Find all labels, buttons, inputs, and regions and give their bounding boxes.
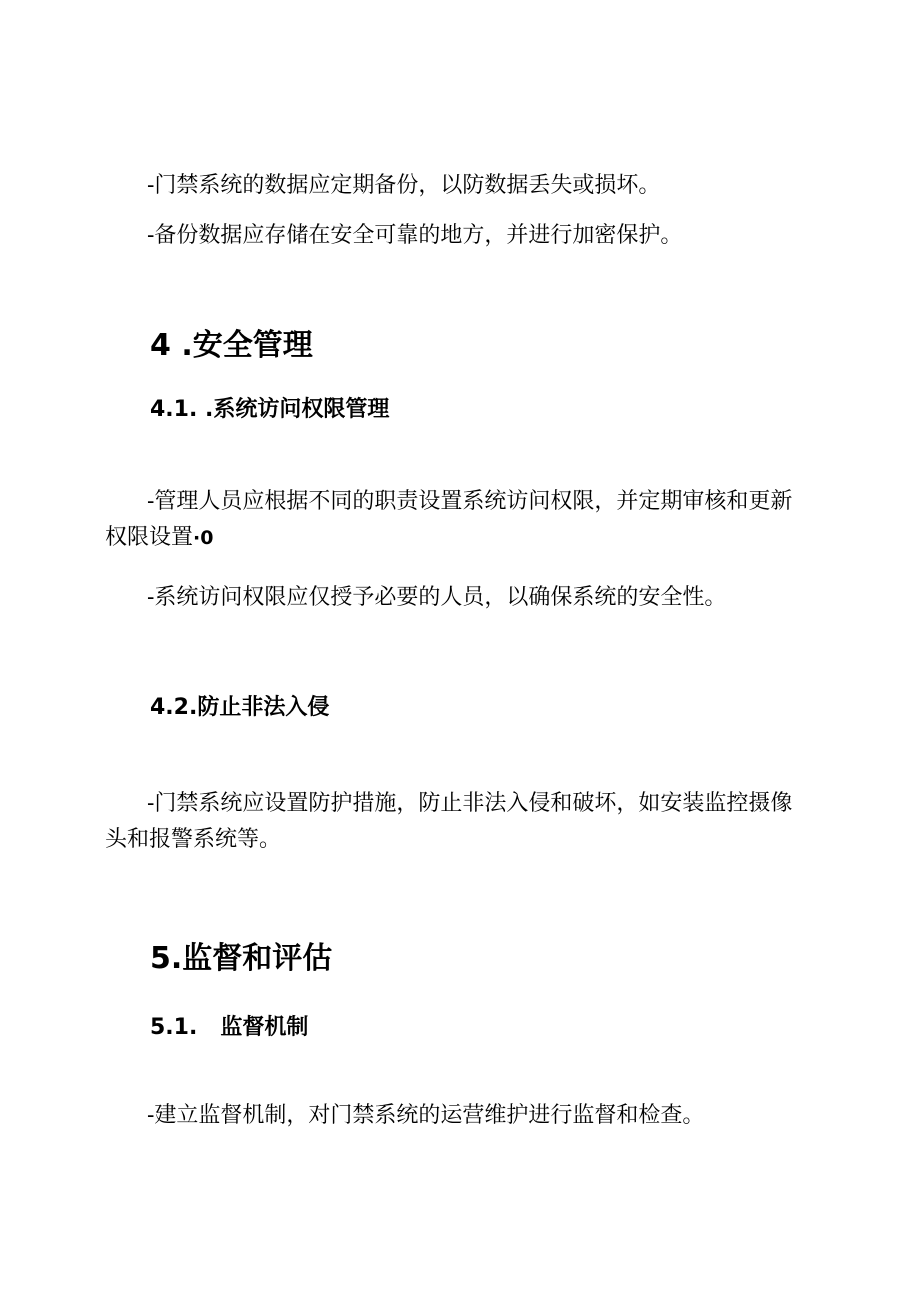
subsection-title: 监督机制 [197,1015,309,1040]
subsection-number: 4.1. [150,397,198,422]
subsection-heading-4-1 [150,394,389,426]
subsection-title: 防止非法入侵 [197,695,330,720]
section-heading-5 [150,939,332,979]
paragraph-backup-frequency: -门禁系统的数据应定期备份，以防数据丢失或损坏。 [147,173,661,198]
paragraph-supervision-mechanism: -建立监督机制，对门禁系统的运营维护进行监督和检查。 [147,1103,705,1128]
subsection-title: .系统访问权限管理 [197,397,390,422]
section-title: 监督和评估 [182,941,333,976]
paragraph-backup-storage: -备份数据应存储在安全可靠的地方，并进行加密保护。 [147,223,683,248]
paragraph-access-permission-setup [105,484,810,556]
subsection-number: 4.2. [150,695,198,720]
section-heading-4 [150,326,313,366]
subsection-number: 5.1. [150,1015,198,1040]
paragraph-intrusion-prevention: -门禁系统应设置防护措施，防止非法入侵和破坏，如安装监控摄像头和报警系统等。 [105,791,793,852]
paragraph-access-permission-grant: -系统访问权限应仅授予必要的人员，以确保系统的安全性。 [147,585,727,610]
subsection-heading-4-2 [150,692,329,724]
subsection-heading-5-1 [150,1012,308,1044]
section-title: .安全管理 [170,328,313,363]
paragraph-trailing-mark: ·0 [193,527,214,549]
section-number: 5. [150,941,183,976]
section-number: 4 [150,328,171,363]
paragraph-text: -管理人员应根据不同的职责设置系统访问权限，并定期审核和更新权限设置 [105,489,793,550]
